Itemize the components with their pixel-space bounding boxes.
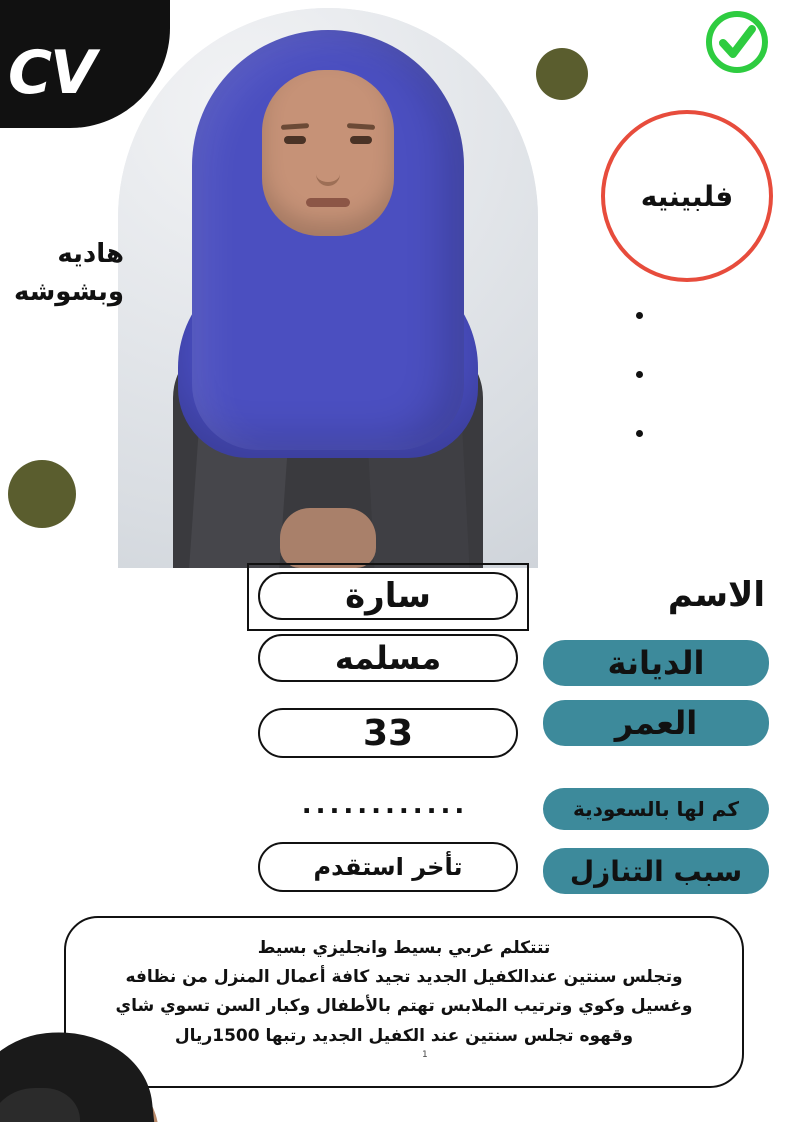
description-line-4: وقهوه تجلس سنتين عند الكفيل الجديد رتبها 1500ريال (174, 1025, 634, 1046)
nationality-badge (601, 110, 773, 282)
bullet-dot (636, 371, 643, 378)
photo-eye-right (350, 136, 372, 144)
description-line-1: تتتكلم عربي بسيط وانجليزي بسيط (257, 938, 551, 958)
applicant-photo (118, 8, 538, 568)
decorative-dot-left (8, 460, 76, 528)
description-line-2: وتجلس سنتين عندالكفيل الجديد تجيد كافة أعمال المنزل من نظافه (125, 967, 683, 988)
field-value-duration: ............ (301, 790, 469, 820)
field-value-reason: تأخر استقدم (258, 842, 518, 892)
photo-nose (316, 154, 340, 186)
description-mark: 1 (422, 1050, 428, 1060)
field-value-age: 33 (258, 708, 518, 758)
photo-face (262, 70, 394, 236)
green-check-icon (705, 10, 769, 74)
cv-badge-label: CV (8, 38, 95, 108)
photo-brow-right (347, 123, 375, 130)
field-value-religion: مسلمه (258, 634, 518, 682)
photo-hands (280, 508, 376, 568)
photo-brow-left (281, 123, 309, 130)
field-label-age: العمر (543, 700, 769, 746)
photo-mouth (306, 198, 350, 207)
description-box (64, 916, 744, 1088)
field-label-duration: كم لها بالسعودية (543, 788, 769, 830)
traits-note: هاديه وبشوشه (13, 239, 124, 307)
photo-eye-left (284, 136, 306, 144)
decorative-dot-top (536, 48, 588, 100)
field-label-name: الاسم (667, 575, 765, 615)
bullet-dot (636, 312, 643, 319)
nationality-value: فلبينيه (640, 179, 734, 213)
description-line-3: وغسيل وكوي وترتيب الملابس تهتم بالأطفال وكبار السن تسوي شاي (115, 996, 693, 1017)
field-value-name: سارة (258, 572, 518, 620)
field-label-religion: الديانة (543, 640, 769, 686)
bullet-dots (636, 312, 643, 437)
bullet-dot (636, 430, 643, 437)
field-label-reason: سبب التنازل (543, 848, 769, 894)
